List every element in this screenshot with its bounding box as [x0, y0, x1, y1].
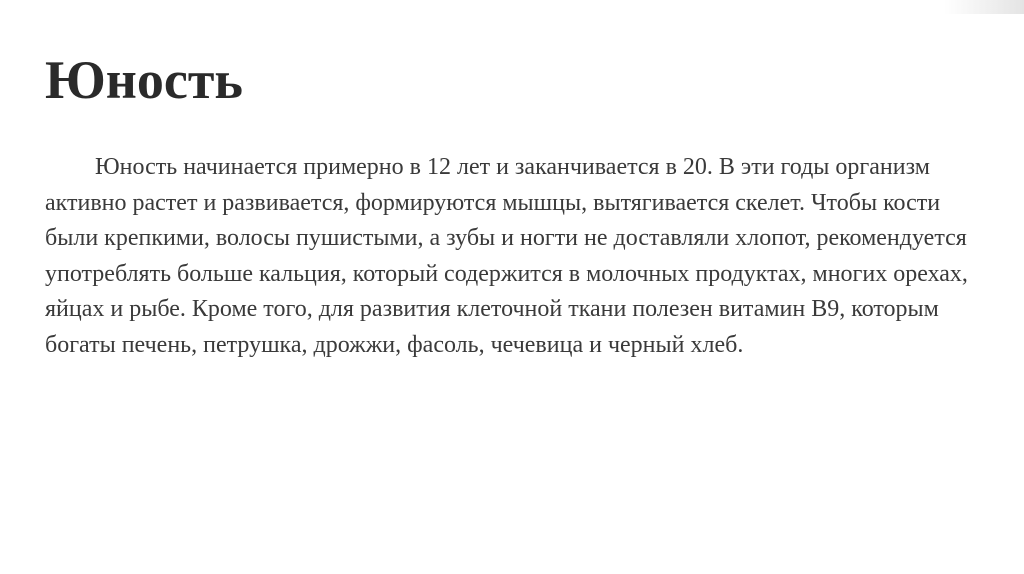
slide-title: Юность — [45, 50, 243, 110]
page-corner-shadow — [944, 0, 1024, 14]
slide-paragraph: Юность начинается примерно в 12 лет и заканчивается в 20. В эти годы организм активно растет и развивается, формируются мышцы, вытягивается скелет. Чтобы кости были крепкими, волосы пушистыми, а зубы и ногти не доставляли хлопот, рекомендуется употреблять больше кальция, который содержится в молочных продуктах, многих орехах, яйцах и рыбе. Кроме того, для развития клеточной ткани полезен витамин В9, которым богаты печень, петрушка, дрожжи, фасоль, чечевица и черный хлеб. — [45, 154, 968, 358]
